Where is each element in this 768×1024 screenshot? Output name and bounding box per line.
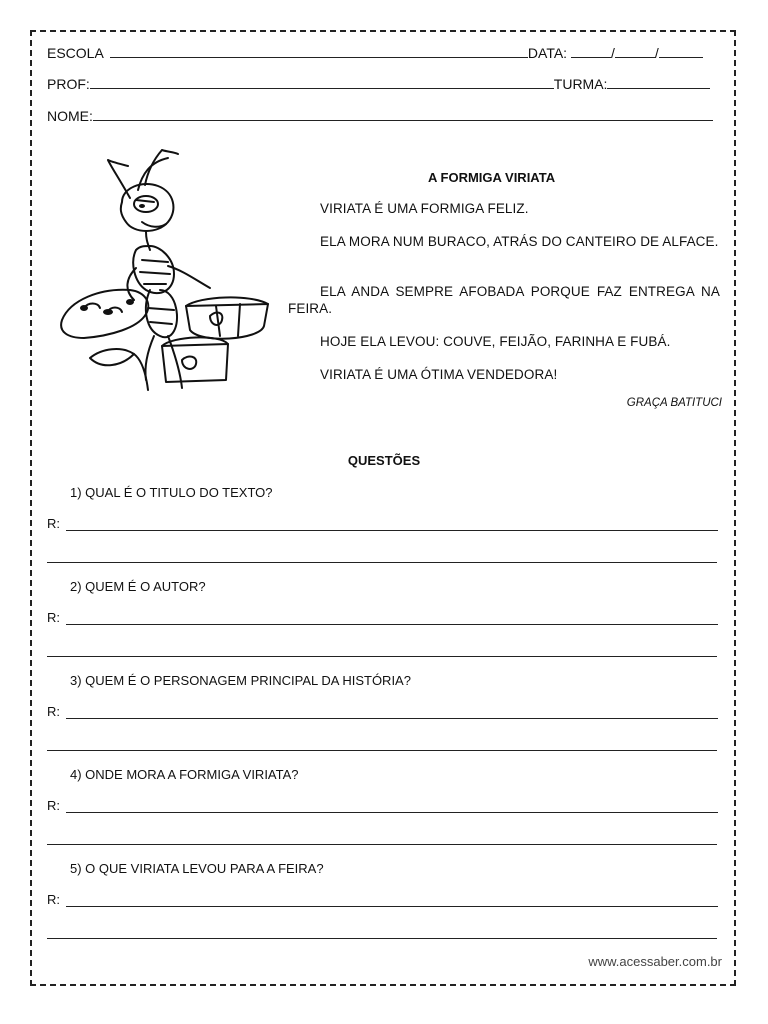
- answer-4-label: R:: [47, 798, 60, 813]
- question-2: 2) QUEM É O AUTOR?: [70, 579, 206, 594]
- story-title: A FORMIGA VIRIATA: [428, 170, 556, 185]
- story-author: GRAÇA BATITUCI: [626, 397, 722, 409]
- teacher-field-row: [47, 75, 710, 93]
- footer-website: www.acessaber.com.br: [588, 954, 722, 969]
- question-1: 1) QUAL É O TITULO DO TEXTO?: [70, 485, 273, 500]
- story-paragraph-1: VIRIATA É UMA FORMIGA FELIZ.: [320, 201, 529, 216]
- answer-1-label: R:: [47, 516, 60, 531]
- answer-1-line-2[interactable]: [47, 562, 717, 563]
- class-label: TURMA:: [553, 76, 608, 92]
- story-paragraph-3: ELA ANDA SEMPRE AFOBADA PORQUE FAZ ENTREGA NA FEIRA.: [288, 284, 720, 316]
- name-label: NOME:: [47, 108, 93, 124]
- answer-3-line-1[interactable]: [66, 718, 718, 719]
- school-input-line[interactable]: [110, 44, 528, 58]
- answer-3-label: R:: [47, 704, 60, 719]
- school-label: ESCOLA: [47, 45, 104, 61]
- questions-title: QUESTÕES: [347, 453, 421, 468]
- story-paragraph-2: ELA MORA NUM BURACO, ATRÁS DO CANTEIRO DE ALFACE.: [320, 234, 719, 249]
- question-3: 3) QUEM É O PERSONAGEM PRINCIPAL DA HISTÓRIA?: [70, 673, 411, 688]
- date-day-line[interactable]: [571, 44, 611, 58]
- answer-4-line-1[interactable]: [66, 812, 718, 813]
- answer-3-line-2[interactable]: [47, 750, 717, 751]
- school-field-row: [47, 44, 703, 62]
- ant-carrying-baskets-illustration: [50, 140, 290, 398]
- date-label: DATA:: [527, 45, 568, 61]
- story-paragraph-5: VIRIATA É UMA ÓTIMA VENDEDORA!: [320, 367, 558, 382]
- class-input-line[interactable]: [607, 75, 710, 89]
- question-4: 4) ONDE MORA A FORMIGA VIRIATA?: [70, 767, 299, 782]
- answer-1-line-1[interactable]: [66, 530, 718, 531]
- story-paragraph-4: HOJE ELA LEVOU: COUVE, FEIJÃO, FARINHA E FUBÁ.: [320, 334, 671, 349]
- question-5: 5) O QUE VIRIATA LEVOU PARA A FEIRA?: [70, 861, 324, 876]
- answer-2-label: R:: [47, 610, 60, 625]
- answer-5-line-1[interactable]: [66, 906, 718, 907]
- answer-4-line-2[interactable]: [47, 844, 717, 845]
- name-input-line[interactable]: [93, 107, 713, 121]
- date-year-line[interactable]: [659, 44, 703, 58]
- answer-2-line-2[interactable]: [47, 656, 717, 657]
- teacher-label: PROF:: [47, 76, 90, 92]
- date-separator-1: /: [610, 45, 615, 61]
- date-month-line[interactable]: [615, 44, 655, 58]
- answer-2-line-1[interactable]: [66, 624, 718, 625]
- answer-5-label: R:: [47, 892, 60, 907]
- date-separator-2: /: [654, 45, 659, 61]
- teacher-input-line[interactable]: [90, 75, 554, 89]
- name-field-row: [47, 107, 713, 125]
- answer-5-line-2[interactable]: [47, 938, 717, 939]
